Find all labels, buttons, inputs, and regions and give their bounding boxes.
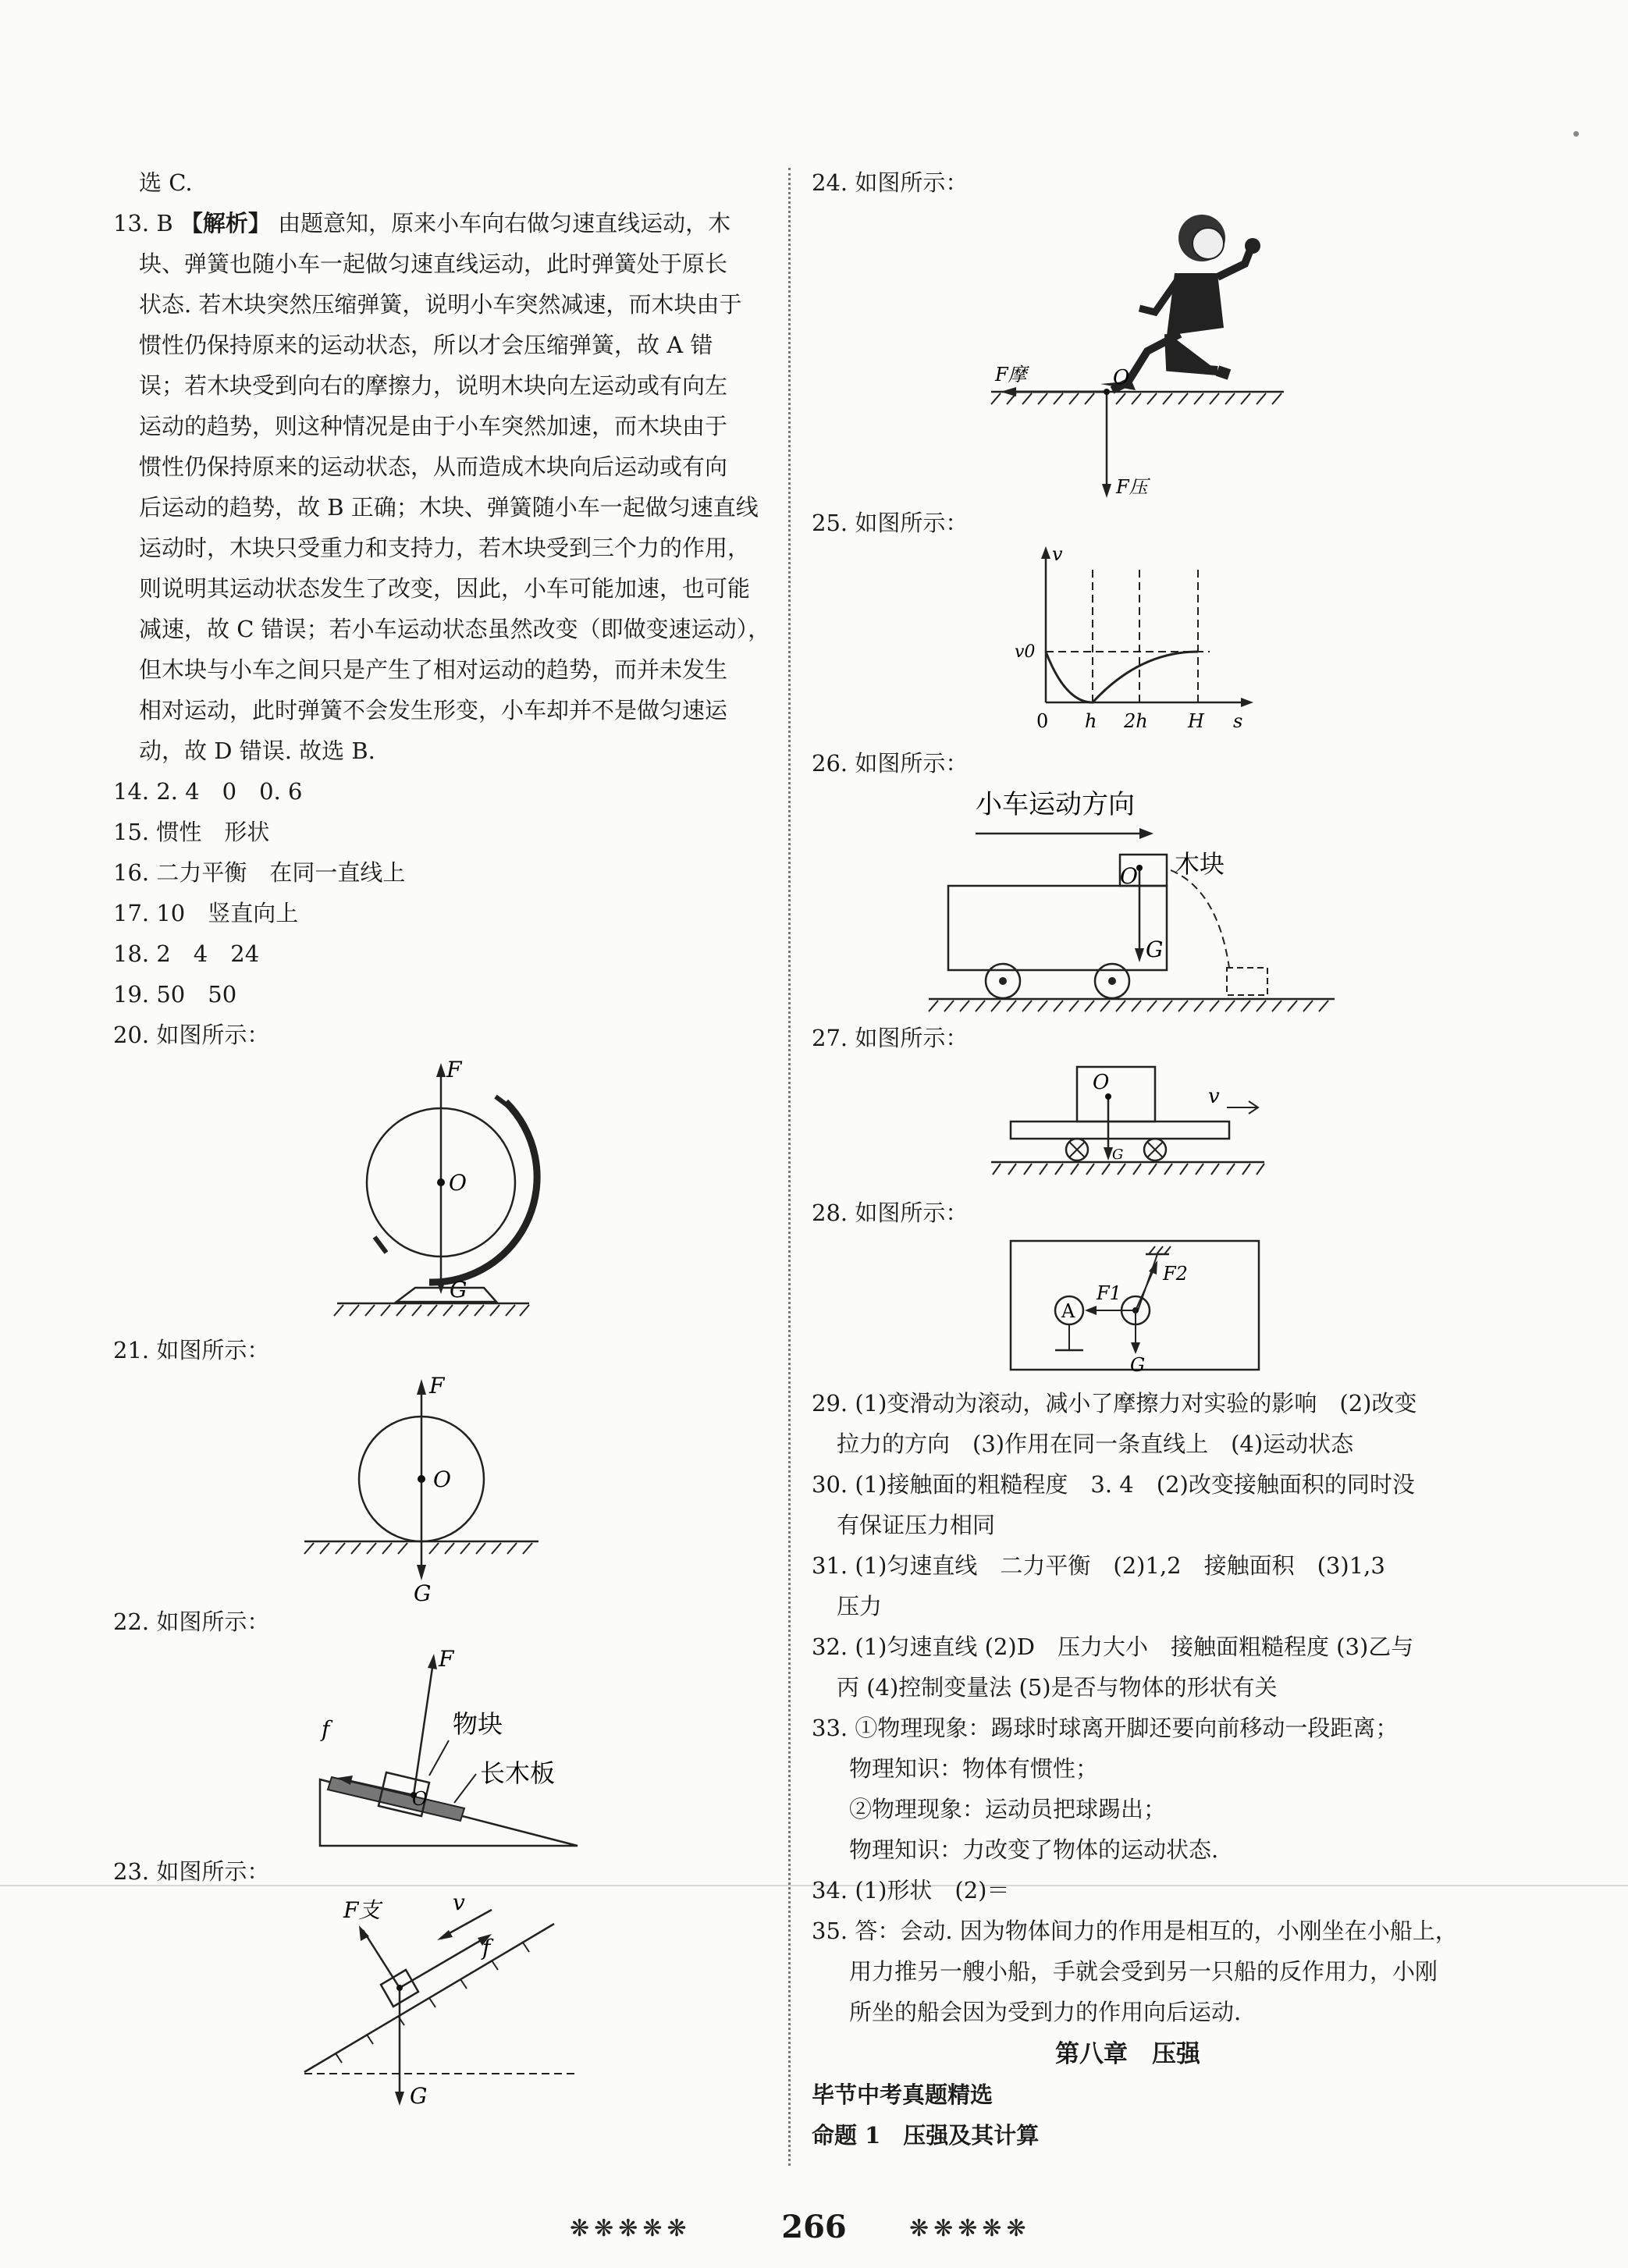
answer-18: 18. 2 4 24 bbox=[113, 940, 260, 967]
answer-31-line1: 31. (1)匀速直线 二力平衡 (2)1,2 接触面积 (3)1,3 bbox=[812, 1552, 1385, 1579]
figure-22-incline bbox=[312, 1643, 593, 1854]
answer-29-line2: 拉力的方向 (3)作用在同一条直线上 (4)运动状态 bbox=[837, 1431, 1354, 1457]
footer-ornament-left: ❋❋❋❋❋ bbox=[570, 2215, 691, 2242]
label-board: 长木板 bbox=[480, 1758, 556, 1788]
car-body bbox=[948, 886, 1167, 970]
speck bbox=[1573, 131, 1579, 137]
text-line: 状态. 若木块突然压缩弹簧，说明小车突然减速，而木块由于 bbox=[139, 291, 742, 318]
figure-24-runner bbox=[976, 203, 1303, 507]
label-O: O bbox=[1093, 1071, 1110, 1094]
label-F-support: F支 bbox=[343, 1897, 381, 1923]
text-line: 动，故 D 错误. 故选 B. bbox=[139, 738, 375, 764]
label-f: f bbox=[482, 1935, 491, 1961]
answer-35-line1: 35. 答：会动. 因为物体间力的作用是相互的，小刚坐在小船上， bbox=[812, 1918, 1458, 1944]
figure-20-globe bbox=[328, 1054, 546, 1327]
text-line: 块、弹簧也随小车一起做匀速直线运动，此时弹簧处于原长 bbox=[139, 251, 728, 277]
answer-34: 34. (1)形状 (2)＝ bbox=[812, 1877, 1010, 1904]
label-A: A bbox=[1061, 1300, 1075, 1322]
answer-15: 15. 惯性 形状 bbox=[113, 819, 270, 845]
answer-17: 17. 10 竖直向上 bbox=[113, 900, 299, 926]
answer-33-line3: ②物理现象：运动员把球踢出； bbox=[849, 1796, 1167, 1822]
label-O: O bbox=[1113, 366, 1130, 389]
answer-23: 23. 如图所示： bbox=[113, 1858, 270, 1885]
answer-33-line4: 物理知识：力改变了物体的运动状态. bbox=[849, 1836, 1219, 1863]
label-v0: v0 bbox=[1015, 642, 1036, 662]
text-line: 误；若木块受到向右的摩擦力，说明木块向左运动或有向左 bbox=[139, 372, 728, 399]
answer-31-line2: 压力 bbox=[837, 1593, 883, 1619]
label-zero: 0 bbox=[1036, 710, 1049, 732]
text-line: 相对运动，此时弹簧不会发生形变，小车却并不是做匀速运 bbox=[139, 697, 728, 723]
label-F-friction: F摩 bbox=[995, 364, 1027, 386]
label-F: F bbox=[429, 1373, 445, 1399]
column-divider bbox=[788, 168, 791, 2166]
label-f: f bbox=[322, 1716, 330, 1742]
label-v: v bbox=[1208, 1085, 1220, 1108]
label-G: G bbox=[1130, 1354, 1146, 1376]
answer-28: 28. 如图所示： bbox=[812, 1200, 969, 1226]
figure-28-suspended-ball bbox=[1007, 1237, 1264, 1378]
label-F-press: F压 bbox=[1116, 476, 1148, 498]
label-H: H bbox=[1188, 710, 1204, 732]
label-F: F bbox=[446, 1057, 462, 1082]
answer-14: 14. 2. 4 0 0. 6 bbox=[113, 778, 303, 805]
answer-32-line2: 丙 (4)控制变量法 (5)是否与物体的形状有关 bbox=[837, 1674, 1278, 1701]
label-G: G bbox=[1146, 937, 1164, 962]
label-O: O bbox=[449, 1170, 467, 1196]
answer-26: 26. 如图所示： bbox=[812, 750, 969, 777]
globe-arc bbox=[429, 1102, 537, 1282]
answer-27: 27. 如图所示： bbox=[812, 1025, 969, 1051]
figure-26-car bbox=[913, 780, 1350, 1022]
label-F1: F1 bbox=[1097, 1282, 1121, 1304]
label-O: O bbox=[433, 1466, 451, 1492]
label-car-direction: 小车运动方向 bbox=[976, 789, 1135, 820]
answer-30-line1: 30. (1)接触面的粗糙程度 3. 4 (2)改变接触面积的同时没 bbox=[812, 1471, 1415, 1498]
section-title: 毕节中考真题精选 bbox=[812, 2081, 994, 2108]
label-F: F bbox=[439, 1646, 454, 1672]
q-number: 13. B bbox=[113, 210, 173, 236]
text-line: 则说明其运动状态发生了改变，因此，小车可能加速，也可能 bbox=[139, 575, 751, 602]
axis-label-v: v bbox=[1052, 543, 1063, 565]
text-line: 但木块与小车之间只是产生了相对运动的趋势，而并未发生 bbox=[139, 656, 728, 683]
figure-21-ball bbox=[297, 1370, 546, 1604]
label-G: G bbox=[414, 1580, 432, 1604]
figure-23-slope bbox=[289, 1877, 585, 2111]
figure-27-cart bbox=[983, 1058, 1280, 1190]
block bbox=[1077, 1067, 1155, 1122]
answer-32-line1: 32. (1)匀速直线 (2)D 压力大小 接触面粗糙程度 (3)乙与 bbox=[812, 1633, 1414, 1660]
label-wood: 木块 bbox=[1175, 849, 1225, 879]
text-line: 运动时，木块只受重力和支持力，若木块受到三个力的作用， bbox=[139, 535, 751, 561]
answer-29-line1: 29. (1)变滑动为滚动，减小了摩擦力对实验的影响 (2)改变 bbox=[812, 1390, 1417, 1417]
answer-19: 19. 50 50 bbox=[113, 981, 237, 1008]
answer-33-line2: 物理知识：物体有惯性； bbox=[849, 1755, 1099, 1782]
label-block: 物块 bbox=[453, 1709, 503, 1739]
answer-35-line2: 用力推另一艘小船，手就会受到另一只船的反作用力，小刚 bbox=[849, 1958, 1438, 1985]
answer-22: 22. 如图所示： bbox=[113, 1609, 270, 1635]
label-F2: F2 bbox=[1163, 1263, 1188, 1285]
label-v: v bbox=[453, 1889, 465, 1915]
label-G: G bbox=[1112, 1146, 1124, 1163]
topic-title: 命题 1 压强及其计算 bbox=[812, 2122, 1040, 2149]
runner-figure bbox=[1100, 215, 1260, 390]
label-h: h bbox=[1085, 710, 1097, 732]
footer-ornament-right: ❋❋❋❋❋ bbox=[909, 2215, 1031, 2242]
text: 由题意知，原来小车向右做匀速直线运动，木 bbox=[278, 210, 731, 236]
label-2h: 2h bbox=[1124, 710, 1148, 732]
answer-20: 20. 如图所示： bbox=[113, 1022, 270, 1048]
answer-16: 16. 二力平衡 在同一直线上 bbox=[113, 859, 406, 886]
text-line: 运动的趋势，则这种情况是由于小车突然加速，而木块由于 bbox=[139, 413, 728, 439]
answer-30-line2: 有保证压力相同 bbox=[837, 1512, 996, 1538]
answer-25: 25. 如图所示： bbox=[812, 510, 969, 536]
answer-21: 21. 如图所示： bbox=[113, 1337, 270, 1363]
text-line: 惯性仍保持原来的运动状态，所以才会压缩弹簧，故 A 错 bbox=[139, 332, 713, 358]
answer-35-line3: 所坐的船会因为受到力的作用向后运动. bbox=[849, 1999, 1242, 2025]
velocity-curve bbox=[1046, 652, 1198, 702]
answer-24: 24. 如图所示： bbox=[812, 169, 969, 196]
analysis-tag: 【解析】 bbox=[180, 210, 271, 236]
text-line: 后运动的趋势，故 B 正确；木块、弹簧随小车一起做匀速直线 bbox=[139, 494, 759, 521]
label-O: O bbox=[412, 1788, 428, 1810]
text-line: 惯性仍保持原来的运动状态，从而造成木块向后运动或有向 bbox=[139, 453, 728, 480]
label-O: O bbox=[1120, 863, 1138, 889]
answer-13 bbox=[113, 209, 730, 237]
figure-25-vs-graph bbox=[1007, 539, 1264, 741]
cart-board bbox=[1011, 1122, 1229, 1139]
text-line: 选 C. bbox=[139, 169, 193, 196]
label-G: G bbox=[410, 2083, 428, 2109]
page-number: 266 bbox=[781, 2209, 847, 2245]
label-G: G bbox=[450, 1277, 467, 1303]
text-line: 减速，故 C 错误；若小车运动状态虽然改变（即做变速运动）， bbox=[139, 616, 771, 642]
chapter-title: 第八章 压强 bbox=[1055, 2040, 1200, 2068]
answer-33-line1: 33. ①物理现象：踢球时球离开脚还要向前移动一段距离； bbox=[812, 1715, 1399, 1741]
axis-label-s: s bbox=[1233, 710, 1243, 732]
